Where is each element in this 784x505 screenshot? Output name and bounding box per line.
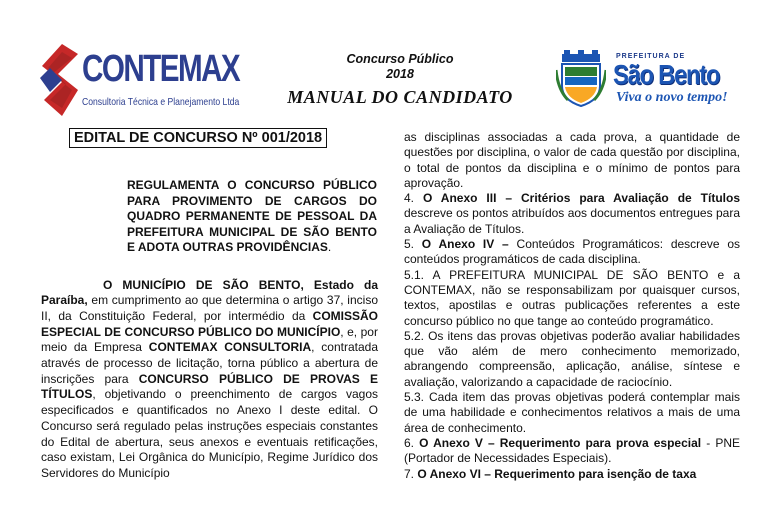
- document-header: [280, 52, 520, 108]
- regulamenta-block: [127, 178, 377, 256]
- item-6-number: 6.: [404, 435, 420, 450]
- item-5-1: 5.1. A PREFEITURA MUNICIPAL DE SÃO BENTO e a CONTEMAX, não se responsabilizam por quaisquer cursos, textos, apostilas e outras publicações referentes a este concurso público no que tange ao conteúdo programático.: [404, 267, 740, 328]
- city-slogan: Viva o novo tempo!: [616, 90, 728, 105]
- prefeitura-label: PREFEITURA DE: [616, 53, 686, 60]
- municipio-name: O MUNICÍPIO DE SÃO BENTO, Estado da Paraíba,: [41, 277, 378, 308]
- preamble-text-2: , e, por meio da Empresa: [41, 324, 378, 355]
- intro-paragraph: as disciplinas associadas a cada prova, a quantidade de questões por disciplina, o valor de cada questão por disciplina, o total de pontos da disciplina e o mínimo de pontos para aprovação.: [404, 130, 740, 190]
- item-4-number: 4.: [404, 191, 423, 206]
- item-5: [404, 237, 740, 268]
- item-7: [404, 467, 740, 482]
- contemax-logo: [40, 40, 240, 120]
- item-6: [404, 436, 740, 467]
- company-name: CONTEMAX: [82, 48, 240, 90]
- item-5-text: Conteúdos Programáticos: descreve os conteúdos programáticos de cada disciplina.: [404, 237, 740, 267]
- city-crest-icon: [556, 50, 606, 108]
- contemax-emblem-icon: [40, 44, 80, 116]
- regulamenta-text: REGULAMENTA O CONCURSO PÚBLICO PARA PROVIMENTO DE CARGOS DO QUADRO PERMANENTE DE PESSOAL DA PREFEITURA MUNICIPAL DE SÃO BENTO E ADOTA OUTRAS PROVIDÊNCIAS: [127, 178, 377, 254]
- concurso-type: CONCURSO PÚBLICO DE PROVAS E TÍTULOS: [41, 371, 378, 402]
- empresa-name: CONTEMAX CONSULTORIA: [148, 340, 312, 355]
- preamble-text-4: , objetivando o preenchimento de cargos vagos especificados e quantificados no Anexo I deste edital. O Concurso será regulado pelas instruções especiais constantes do Edital de abertura, seus anexos e eventuais retificações, caso existam, Lei Orgânica do Município, Regime Jurídico dos Servidores do Município: [41, 387, 378, 480]
- left-column: [41, 128, 378, 482]
- right-column: [404, 130, 740, 482]
- item-4-text: descreve os pontos atribuídos aos documentos entregues para a Avaliação de Títulos.: [404, 206, 740, 236]
- edital-title: EDITAL DE CONCURSO Nº 001/2018: [69, 128, 327, 148]
- sao-bento-logo: [556, 50, 756, 115]
- city-name: São Bento: [613, 59, 720, 90]
- item-4-heading: O Anexo III – Critérios para Avaliação de Títulos: [422, 191, 740, 206]
- header-line-1: Concurso Público: [346, 52, 454, 66]
- item-7-number: 7.: [404, 466, 418, 481]
- preamble-text-1: em cumprimento ao que determina o artigo 37, inciso II, da Constituição Federal, por intermédio da: [41, 293, 378, 323]
- item-4: [404, 191, 740, 237]
- company-tagline: Consultoria Técnica e Planejamento Ltda: [82, 96, 240, 108]
- preamble-paragraph: [41, 278, 378, 482]
- header-title: MANUAL DO CANDIDATO: [287, 87, 513, 107]
- regulamenta-end: .: [327, 240, 332, 254]
- header-line-2: 2018: [386, 67, 414, 81]
- item-5-2: 5.2. Os itens das provas objetivas poderão avaliar habilidades que vão além de mero conhecimento memorizado, abrangendo compreensão, aplicação, análise, síntese e avaliação, valorizando a capacidade de raciocínio.: [404, 328, 740, 389]
- item-6-heading: O Anexo V – Requerimento para prova especial: [419, 435, 702, 450]
- item-5-heading: O Anexo IV –: [421, 237, 509, 252]
- preamble-text-3: , contratada através de processo de licitação, torna público a abertura de inscrições para: [41, 340, 378, 386]
- item-6-text: - PNE (Portador de Necessidades Especiais).: [404, 435, 740, 466]
- item-5-3: 5.3. Cada item das provas objetivas poderá contemplar mais de uma habilidade e conhecimentos relativos a mais de uma área de conhecimento.: [404, 390, 740, 435]
- item-5-number: 5.: [404, 237, 422, 252]
- item-7-heading: O Anexo VI – Requerimento para isenção de taxa: [417, 466, 697, 481]
- comissao-name: COMISSÃO ESPECIAL DE CONCURSO PÚBLICO DO MUNICÍPIO: [41, 308, 378, 339]
